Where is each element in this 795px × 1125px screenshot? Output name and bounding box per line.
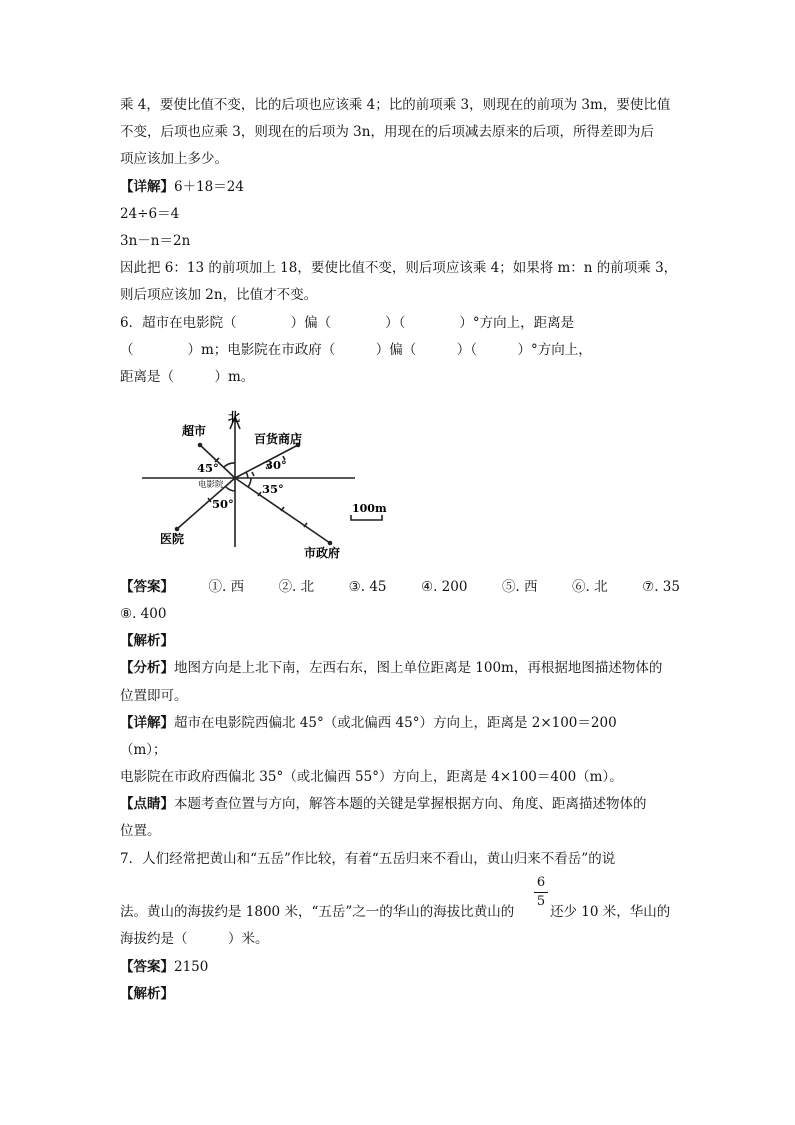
angle-50-label: 50° xyxy=(212,497,234,511)
answer-8: ⑧. 400 xyxy=(120,606,167,622)
fraction-denominator: 5 xyxy=(536,894,546,909)
fraction xyxy=(534,876,548,909)
question-6-line-3: 距离是（ ）m。 xyxy=(120,369,255,385)
answer-5: ⑤. 西 xyxy=(501,579,538,595)
analysis-row xyxy=(120,658,662,678)
angle-30-label: 30° xyxy=(265,458,287,472)
detail-text-3: 电影院在市政府西偏北 35°（或北偏西 55°）方向上，距离是 4×100＝400（m）。 xyxy=(120,769,623,785)
analysis-label: 【解析】 xyxy=(120,633,174,649)
question-7-line-3: 海拔约是（ ）米。 xyxy=(120,931,269,947)
city-hall-label: 市政府 xyxy=(304,546,341,560)
arc-50 xyxy=(226,487,235,491)
q7-analysis-label: 【解析】 xyxy=(120,986,174,1002)
equation-2: 24÷6＝4 xyxy=(120,206,180,222)
fraction-bar xyxy=(534,892,548,893)
fraction-numerator: 6 xyxy=(536,875,546,890)
dianjing-label: 【点睛】 xyxy=(120,796,174,812)
detail-label: 【详解】 xyxy=(120,715,174,731)
angle-45-label: 45° xyxy=(197,461,219,475)
answer-7: ⑦. 35 xyxy=(642,579,680,595)
answer-2: ②. 北 xyxy=(278,579,315,595)
scale-label: 100m xyxy=(352,502,387,515)
detail-label: 【详解】 xyxy=(120,179,174,195)
hospital-dot xyxy=(175,527,180,532)
supermarket-dot xyxy=(198,443,203,448)
scale-bar xyxy=(351,515,382,520)
question-7-line-2a: 法。黄山的海拔约是 1800 米，“五岳”之一的华山的海拔比黄山的 xyxy=(120,904,515,920)
supermarket-label: 超市 xyxy=(182,424,207,438)
answer-label: 【答案】 xyxy=(120,579,174,595)
direction-map xyxy=(140,405,400,565)
cinema-label: 电影院 xyxy=(198,480,224,490)
equation-3: 3n－n＝2n xyxy=(120,233,191,249)
fenxi-text-1: 地图方向是上北下南，左西右东，图上单位距离是 100m，再根据地图描述物体的 xyxy=(174,660,663,676)
city-hall-dot xyxy=(328,541,333,546)
answer-row xyxy=(120,577,680,597)
q7-answer-row xyxy=(120,957,208,977)
answer-3: ③. 45 xyxy=(348,579,387,595)
answer-4: ④. 200 xyxy=(421,579,468,595)
fenxi-label: 【分析】 xyxy=(120,660,174,676)
detail-text-2: （m）； xyxy=(120,742,167,758)
angle-35-label: 35° xyxy=(262,482,284,496)
question-7-line-1: 7．人们经常把黄山和“五岳”作比较，有着“五岳归来不看山，黄山归来不看岳”的说 xyxy=(120,851,616,867)
question-7-line-2b: 还少 10 米，华山的 xyxy=(550,904,671,920)
arc-30 xyxy=(246,472,248,478)
fenxi-text-2: 位置即可。 xyxy=(120,688,188,704)
dianjing-row xyxy=(120,794,647,814)
detail-row xyxy=(120,713,617,733)
answer-1: ①. 西 xyxy=(208,579,245,595)
north-label: 北 xyxy=(228,410,241,424)
question-6-line-2: （ ）m；电影院在市政府（ ）偏（ ）（ ）°方向上， xyxy=(120,342,592,358)
equation-1: 6＋18＝24 xyxy=(174,179,244,195)
prev-solution-line-1: 乘 4，要使比值不变，比的后项也应该乘 4；比的前项乘 3，则现在的前项为 3m，要使比值 xyxy=(120,97,671,113)
question-6-line-1: 6．超市在电影院（ ）偏（ ）（ ）°方向上，距离是 xyxy=(120,315,575,331)
arc-35 xyxy=(248,478,251,487)
department-store-label: 百货商店 xyxy=(254,432,303,446)
prev-conclusion-2: 则后项应该加 2n，比值才不变。 xyxy=(120,287,318,303)
answer-label: 【答案】 xyxy=(120,959,174,975)
answer-6: ⑥. 北 xyxy=(572,579,608,595)
prev-detail-row xyxy=(120,177,244,197)
prev-conclusion-1: 因此把 6：13 的前项加上 18，要使比值不变，则后项应该乘 4；如果将 m：n 的前项乘 3， xyxy=(120,260,678,276)
q7-answer: 2150 xyxy=(174,959,209,975)
prev-solution-line-3: 项应该加上多少。 xyxy=(120,151,228,167)
tick xyxy=(252,472,254,476)
prev-solution-line-2: 不变，后项也应乘 3，则现在的后项为 3n，用现在的后项减去原来的后项，所得差即为后 xyxy=(120,124,654,140)
arc-45 xyxy=(224,463,235,467)
dianjing-text-1: 本题考查位置与方向，解答本题的关键是掌握根据方向、角度、距离描述物体的 xyxy=(174,796,647,812)
detail-text-1: 超市在电影院西偏北 45°（或北偏西 45°）方向上，距离是 2×100＝200 xyxy=(174,715,617,731)
hospital-label: 医院 xyxy=(160,532,185,546)
dianjing-text-2: 位置。 xyxy=(120,823,161,839)
